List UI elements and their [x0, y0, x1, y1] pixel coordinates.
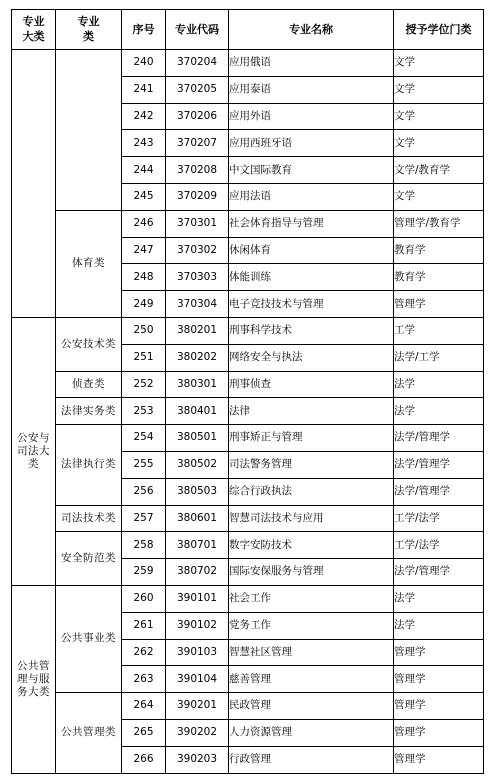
- name-cell: 刑事科学技术: [229, 317, 394, 344]
- name-cell: 慈善管理: [229, 666, 394, 693]
- subcategory-public-security-tech: 公安技术类: [56, 317, 122, 371]
- degree-cell: 文学: [394, 50, 484, 77]
- code-cell: 380301: [166, 371, 229, 398]
- degree-cell: 管理学: [394, 746, 484, 773]
- code-cell: 370205: [166, 76, 229, 103]
- table-header: [12, 10, 484, 50]
- name-cell: 社会体育指导与管理: [229, 210, 394, 237]
- table-row: [12, 585, 484, 612]
- seq-cell: 252: [122, 371, 166, 398]
- degree-cell: 工学: [394, 317, 484, 344]
- code-cell: 390202: [166, 719, 229, 746]
- seq-cell: 246: [122, 210, 166, 237]
- seq-cell: 261: [122, 612, 166, 639]
- name-cell: 民政管理: [229, 693, 394, 720]
- code-cell: 380701: [166, 532, 229, 559]
- seq-cell: 260: [122, 585, 166, 612]
- seq-cell: 256: [122, 478, 166, 505]
- degree-cell: 管理学: [394, 693, 484, 720]
- header-degree: 授予学位门类: [394, 10, 484, 50]
- category-public-management-service-text: 公共管 理与服 务大类: [17, 659, 50, 698]
- degree-cell: 法学: [394, 612, 484, 639]
- subcategory-investigation: 侦查类: [56, 371, 122, 398]
- name-cell: 应用西班牙语: [229, 130, 394, 157]
- table-row: [12, 371, 484, 398]
- degree-cell: 文学: [394, 130, 484, 157]
- degree-cell: 教育学: [394, 237, 484, 264]
- seq-cell: 245: [122, 183, 166, 210]
- name-cell: 应用俄语: [229, 50, 394, 77]
- seq-cell: 257: [122, 505, 166, 532]
- code-cell: 390103: [166, 639, 229, 666]
- table-row: [12, 210, 484, 237]
- code-cell: 380202: [166, 344, 229, 371]
- code-cell: 390201: [166, 693, 229, 720]
- name-cell: 智慧司法技术与应用: [229, 505, 394, 532]
- code-cell: 380501: [166, 425, 229, 452]
- seq-cell: 242: [122, 103, 166, 130]
- seq-cell: 240: [122, 50, 166, 77]
- degree-cell: 法学/管理学: [394, 478, 484, 505]
- name-cell: 人力资源管理: [229, 719, 394, 746]
- degree-cell: 文学/教育学: [394, 157, 484, 184]
- name-cell: 国际安保服务与管理: [229, 559, 394, 586]
- header-code: 专业代码: [166, 10, 229, 50]
- code-cell: 380601: [166, 505, 229, 532]
- name-cell: 应用法语: [229, 183, 394, 210]
- code-cell: 380503: [166, 478, 229, 505]
- seq-cell: 266: [122, 746, 166, 773]
- degree-cell: 工学/法学: [394, 505, 484, 532]
- code-cell: 370209: [166, 183, 229, 210]
- name-cell: 数字安防技术: [229, 532, 394, 559]
- name-cell: 司法警务管理: [229, 451, 394, 478]
- name-cell: 中文国际教育: [229, 157, 394, 184]
- degree-cell: 法学: [394, 398, 484, 425]
- degree-cell: 管理学: [394, 639, 484, 666]
- code-cell: 370208: [166, 157, 229, 184]
- seq-cell: 264: [122, 693, 166, 720]
- code-cell: 390102: [166, 612, 229, 639]
- category-public-management-service: [12, 585, 56, 773]
- subcategory-security-prevention: 安全防范类: [56, 532, 122, 586]
- name-cell: 应用外语: [229, 103, 394, 130]
- header-subcategory: [56, 10, 122, 50]
- header-name: 专业名称: [229, 10, 394, 50]
- code-cell: 370301: [166, 210, 229, 237]
- degree-cell: 文学: [394, 76, 484, 103]
- degree-cell: 法学: [394, 371, 484, 398]
- subcategory-public-affairs: 公共事业类: [56, 585, 122, 692]
- name-cell: 电子竞技技术与管理: [229, 291, 394, 318]
- name-cell: 刑事侦查: [229, 371, 394, 398]
- degree-cell: 教育学: [394, 264, 484, 291]
- seq-cell: 265: [122, 719, 166, 746]
- seq-cell: 241: [122, 76, 166, 103]
- seq-cell: 248: [122, 264, 166, 291]
- name-cell: 刑事矫正与管理: [229, 425, 394, 452]
- table-row: [12, 693, 484, 720]
- seq-cell: 255: [122, 451, 166, 478]
- subcategory-cell-continued: [56, 50, 122, 211]
- seq-cell: 258: [122, 532, 166, 559]
- code-cell: 370207: [166, 130, 229, 157]
- seq-cell: 253: [122, 398, 166, 425]
- degree-cell: 法学/工学: [394, 344, 484, 371]
- table-row: [12, 398, 484, 425]
- name-cell: 社会工作: [229, 585, 394, 612]
- table-row: [12, 532, 484, 559]
- code-cell: 380401: [166, 398, 229, 425]
- category-public-security-law-text: 公安与 司法大 类: [17, 431, 50, 471]
- subcategory-law-enforcement: 法律执行类: [56, 425, 122, 505]
- code-cell: 380502: [166, 451, 229, 478]
- code-cell: 390101: [166, 585, 229, 612]
- seq-cell: 254: [122, 425, 166, 452]
- degree-cell: 法学/管理学: [394, 451, 484, 478]
- name-cell: 智慧社区管理: [229, 639, 394, 666]
- degree-cell: 管理学: [394, 719, 484, 746]
- seq-cell: 251: [122, 344, 166, 371]
- name-cell: 应用泰语: [229, 76, 394, 103]
- majors-table: [11, 9, 484, 774]
- seq-cell: 259: [122, 559, 166, 586]
- degree-cell: 法学/管理学: [394, 425, 484, 452]
- degree-cell: 管理学/教育学: [394, 210, 484, 237]
- degree-cell: 文学: [394, 183, 484, 210]
- degree-cell: 工学/法学: [394, 532, 484, 559]
- table-row: [12, 505, 484, 532]
- table-body: [12, 50, 484, 774]
- name-cell: 综合行政执法: [229, 478, 394, 505]
- name-cell: 法律: [229, 398, 394, 425]
- category-public-security-law: [12, 317, 56, 585]
- name-cell: 体能训练: [229, 264, 394, 291]
- degree-cell: 管理学: [394, 666, 484, 693]
- subcategory-judicial-tech: 司法技术类: [56, 505, 122, 532]
- degree-cell: 法学/管理学: [394, 559, 484, 586]
- subcategory-legal-practice: 法律实务类: [56, 398, 122, 425]
- table-row: [12, 425, 484, 452]
- seq-cell: 247: [122, 237, 166, 264]
- degree-cell: 法学: [394, 585, 484, 612]
- header-subcategory-text: 专业 类: [77, 14, 100, 43]
- code-cell: 370303: [166, 264, 229, 291]
- category-cell-continued: [12, 50, 56, 318]
- name-cell: 休闲体育: [229, 237, 394, 264]
- header-seq: 序号: [122, 10, 166, 50]
- seq-cell: 243: [122, 130, 166, 157]
- header-category: [12, 10, 56, 50]
- degree-cell: 管理学: [394, 291, 484, 318]
- code-cell: 390203: [166, 746, 229, 773]
- name-cell: 党务工作: [229, 612, 394, 639]
- name-cell: 行政管理: [229, 746, 394, 773]
- code-cell: 370204: [166, 50, 229, 77]
- seq-cell: 249: [122, 291, 166, 318]
- seq-cell: 262: [122, 639, 166, 666]
- code-cell: 370304: [166, 291, 229, 318]
- seq-cell: 244: [122, 157, 166, 184]
- code-cell: 370206: [166, 103, 229, 130]
- degree-cell: 文学: [394, 103, 484, 130]
- code-cell: 380702: [166, 559, 229, 586]
- seq-cell: 250: [122, 317, 166, 344]
- table-row: [12, 317, 484, 344]
- subcategory-public-management: 公共管理类: [56, 693, 122, 773]
- code-cell: 380201: [166, 317, 229, 344]
- header-category-text: 专业 大类: [22, 14, 45, 43]
- name-cell: 网络安全与执法: [229, 344, 394, 371]
- table-row: [12, 50, 484, 77]
- subcategory-sports: 体育类: [56, 210, 122, 317]
- seq-cell: 263: [122, 666, 166, 693]
- code-cell: 390104: [166, 666, 229, 693]
- code-cell: 370302: [166, 237, 229, 264]
